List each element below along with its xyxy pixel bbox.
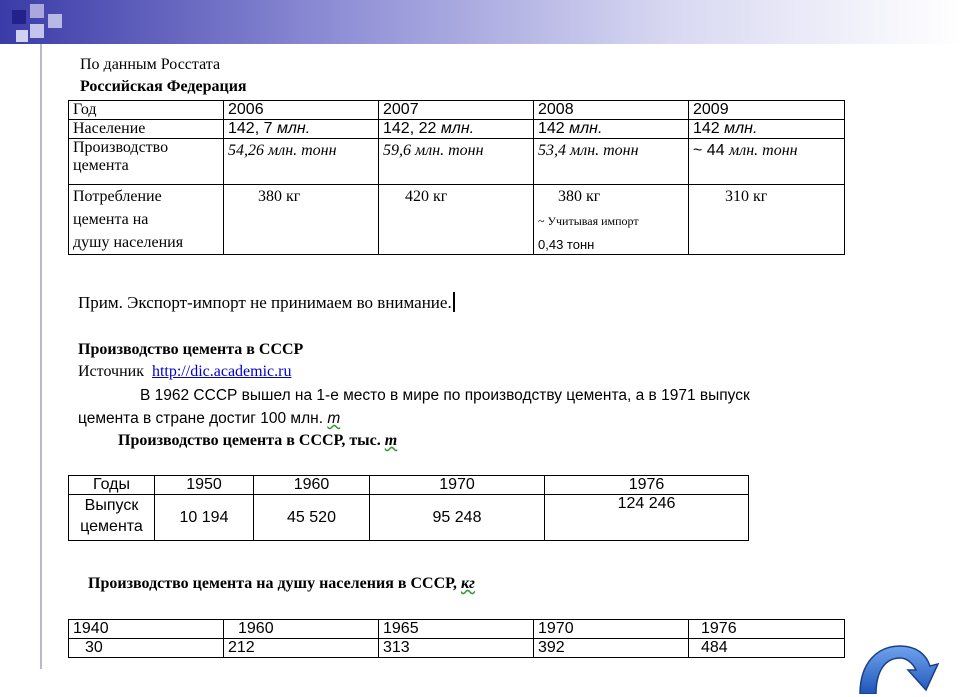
table-cell: 313 [379,639,534,658]
table-row [69,639,845,658]
table-cell: 484 [689,639,845,658]
table-cell: 212 [224,639,379,658]
table-cell: 53,4 млн. тонн [534,139,689,185]
ussr-table [68,475,749,541]
table-cell: 1976 [545,476,749,495]
logo-square-light [16,30,28,42]
table-cell: 142 млн. [689,120,845,139]
table-row [69,476,749,495]
header-bar [0,0,960,44]
table-cell: 310 кг [689,185,845,255]
table-cell: 2006 [224,101,379,120]
logo-square-light [30,24,44,38]
source-row [78,363,291,381]
per-capita-title: Производство цемента на душу населения в СССР, кг [88,575,475,592]
logo-square-dark [12,10,26,24]
table-cell: ~ 44 млн. тонн [689,139,845,185]
source-line: По данным Росстата [80,56,221,73]
table-cell: 2009 [689,101,845,120]
table-cell: 59,6 млн. тонн [379,139,534,185]
table-cell: 2007 [379,101,534,120]
rf-table [68,100,845,255]
paragraph-unit: т [327,410,341,427]
table-cell: 380 кг [224,185,379,255]
table-cell: 2008 [534,101,689,120]
table-cell: 420 кг [379,185,534,255]
rf-title: Российская Федерация [80,78,247,95]
table-row [69,495,749,541]
source-link[interactable]: http://dic.academic.ru [151,363,292,380]
table-row [69,185,845,255]
table-cell: 45 520 [254,495,370,541]
table-cell: 1976 [689,620,845,639]
table-cell: 142, 22 млн. [379,120,534,139]
table-row [69,139,845,185]
table-cell: 1950 [155,476,254,495]
table-row [69,620,845,639]
logo-square-light [48,14,62,28]
table-cell: Население [69,120,224,139]
table-cell: 392 [534,639,689,658]
table-cell: 30 [69,639,224,658]
text-cursor [453,292,455,312]
next-arrow-icon[interactable] [856,640,942,694]
table-row [69,101,845,120]
table-cell: 380 кг ~ Учитывая импорт 0,43 тонн [534,185,689,255]
table-cell: 1970 [534,620,689,639]
paragraph-line-2: цемента в стране достиг 100 млн. т [78,410,341,427]
table-cell: 95 248 [370,495,545,541]
table-cell: Годы [69,476,155,495]
ussr-title: Производство цемента в СССР [78,341,304,358]
table-cell: Год [69,101,224,120]
table-cell: 1960 [224,620,379,639]
logo-square-light [30,4,44,18]
table-cell: Производство цемента [69,139,224,185]
table-cell: 1970 [370,476,545,495]
table-cell: 1965 [379,620,534,639]
table-cell: Выпуск цемента [69,495,155,541]
left-rule [40,44,42,669]
note: Прим. Экспорт-импорт не принимаем во внимание. [78,292,455,312]
ussr-table-title: Производство цемента в СССР, тыс. т [118,432,398,449]
per-capita-table [68,619,845,658]
table-cell: 10 194 [155,495,254,541]
paragraph-line-1: В 1962 СССР вышел на 1-е место в мире по производству цемента, а в 1971 выпуск [140,387,750,404]
source-label: Источник [78,363,144,380]
table-cell: 54,26 млн. тонн [224,139,379,185]
table-cell: 1960 [254,476,370,495]
table-cell: 124 246 [545,495,749,541]
table-cell: 1940 [69,620,224,639]
table-row [69,120,845,139]
table-cell: Потребление цемента на душу населения [69,185,224,255]
table-cell: 142, 7 млн. [224,120,379,139]
table-cell: 142 млн. [534,120,689,139]
